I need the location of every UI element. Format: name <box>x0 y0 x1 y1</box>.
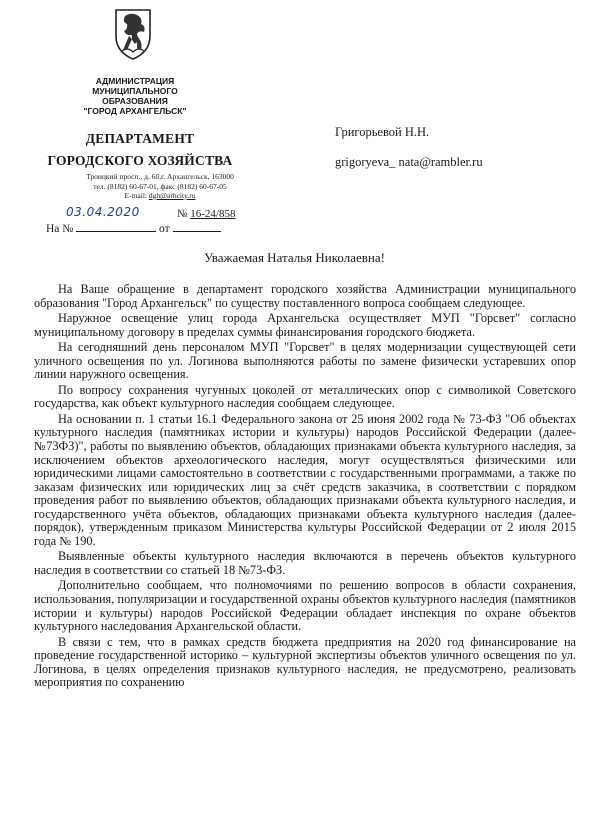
paragraph: Выявленные объекты культурного наследия включаются в перечень объектов культурного наследия в соответствии со статьей 18 №73-ФЗ. <box>34 549 576 577</box>
from-label: от <box>159 223 170 235</box>
on-no-blank <box>76 220 156 232</box>
email-label: E-mail: <box>124 191 147 200</box>
outgoing-number <box>177 208 235 220</box>
reference-row <box>46 220 221 235</box>
org-line: "ГОРОД АРХАНГЕЛЬСК" <box>83 106 187 116</box>
organization-name <box>60 76 210 116</box>
addressee-name: Григорьевой Н.Н. <box>335 125 430 139</box>
handwritten-date: 03.04.2020 <box>66 205 140 219</box>
number-value: 16-24/858 <box>190 208 236 220</box>
greeting: Уважаемая Наталья Николаевна! <box>204 250 385 265</box>
address-line: Троицкий просп., д. 60,г. Архангельск, 163000 <box>86 172 234 181</box>
paragraph: В связи с тем, что в рамках средств бюджета предприятия на 2020 год финансирование на проведение государственной историко – культурной экспертизы объектов уличного освещения по ул. Логинова, в целях определения признаков культурного наследия, не предусмотрено, реализовать мероприятия по сохранению <box>34 634 576 690</box>
number-prefix: № <box>177 208 188 220</box>
dept-line: ДЕПАРТАМЕНТ <box>85 131 195 146</box>
paragraph: По вопросу сохранения чугунных цоколей от металлических опор с символикой Советского государства, как объект культурного наследия сообщаем следующее. <box>34 382 576 411</box>
addressee <box>335 117 565 177</box>
paragraph: Дополнительно сообщаем, что полномочиями по решению вопросов в области сохранения, использования, популяризации и государственной охраны объектов культурного наследия (памятников истории и культуры) народов Российской Федерации обладает инспекция по охране объектов культурного наследования Архангельской области. <box>34 578 576 634</box>
city-emblem <box>113 6 153 62</box>
org-line: МУНИЦИПАЛЬНОГО ОБРАЗОВАНИЯ <box>92 86 178 106</box>
dept-line: ГОРОДСКОГО ХОЗЯЙСТВА <box>47 153 233 168</box>
paragraph: Наружное освещение улиц города Архангельска осуществляет МУП "Горсвет" согласно муниципальному договору в пределах суммы финансирования городского бюджета. <box>34 311 576 339</box>
from-blank <box>173 220 221 232</box>
phone-line: тел. (8182) 60-67-01, факс (8182) 60-67-05 <box>93 181 227 191</box>
email-link[interactable]: dgh@arhcity.ru <box>148 191 196 200</box>
email-line <box>60 191 260 201</box>
paragraph: На основании п. 1 статьи 16.1 Федерального закона от 25 июня 2002 года № 73-ФЗ "Об объектах культурного наследия (памятниках истории и культуры) народов Российской Федерации (далее-№73ФЗ)", работы по выявлению объектов, обладающих признаками объекта культурного наследия, за исключением объектов археологического наследия, могут осуществляться физическими или юридическими лицами самостоятельно в соответствии с государственными программами, а также по заказам физических или юридических лиц за счёт средств заказчика, в соответствии с порядком проведения работ по выявлению объектов, обладающих признаками объекта культурного наследия, и государственного учёта объектов, обладающих признаками объекта культурного наследия (далее-порядок), утвержденным приказом Министерства культуры Российской Федерации от 2 июля 2015 года № 190. <box>34 411 576 548</box>
paragraph: На Ваше обращение в департамент городского хозяйства Администрации муниципального образования "Город Архангельск" по существу поставленного вопроса сообщаем следующее. <box>34 282 576 310</box>
arkhangelsk-coat-of-arms-icon <box>113 6 153 62</box>
registration-block <box>34 205 274 239</box>
addressee-email: grigoryeva_ nata@rambler.ru <box>335 155 483 169</box>
department-name <box>40 128 240 172</box>
paragraph: На сегодняшний день персоналом МУП "Горсвет" в целях модернизации существующей сети уличного освещения по ул. Логинова выполняются работы по замене физически устаревших опор линии наружного освещения. <box>34 340 576 382</box>
department-contacts <box>60 172 260 201</box>
letter-body <box>34 283 576 692</box>
on-no-label: На № <box>46 223 74 235</box>
org-line: АДМИНИСТРАЦИЯ <box>95 76 175 86</box>
